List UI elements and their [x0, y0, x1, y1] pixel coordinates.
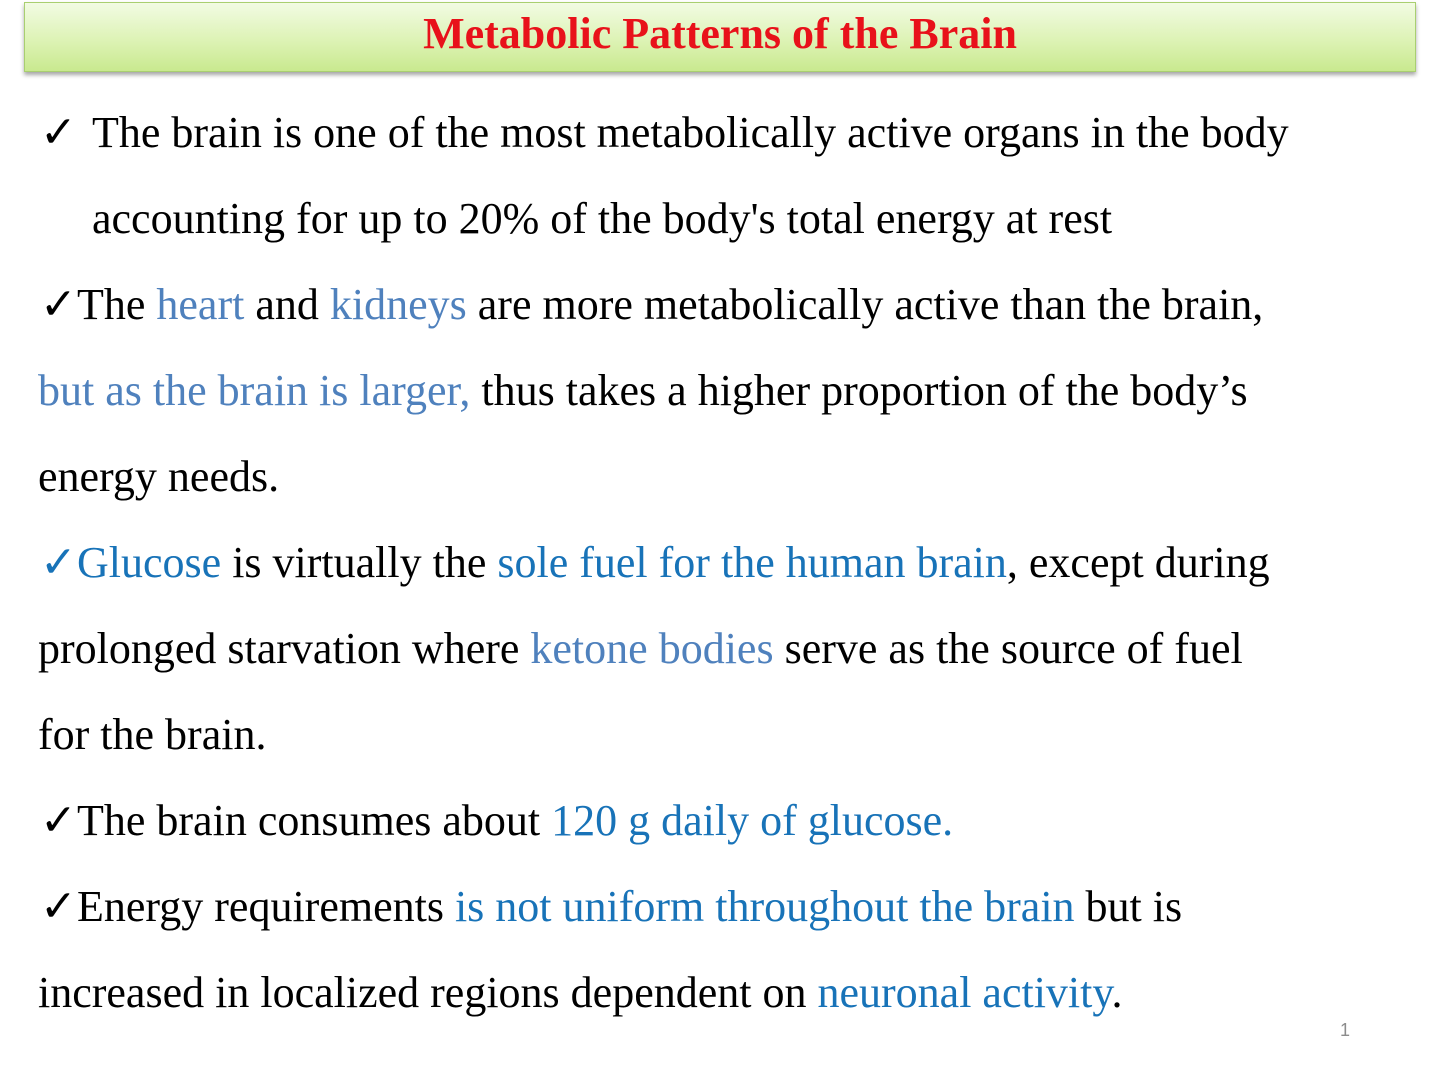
bullet-3-line-2: prolonged starvation where ketone bodies serve as the source of fuel: [38, 624, 1243, 673]
checkmark-icon: ✓: [40, 796, 77, 845]
bullet-1-line-1: ✓ The brain is one of the most metabolically active organs in the body: [40, 108, 1289, 157]
bullet-3-line-1: ✓Glucose is virtually the sole fuel for the human brain, except during: [40, 538, 1270, 587]
bullet-2-line-1: ✓The heart and kidneys are more metabolically active than the brain,: [40, 280, 1264, 329]
slide-title: Metabolic Patterns of the Brain: [423, 9, 1017, 58]
bullet-4-line-1: ✓The brain consumes about 120 g daily of glucose.: [40, 796, 954, 845]
checkmark-icon: ✓: [40, 882, 77, 931]
slide-title-bar: [24, 2, 1416, 72]
bullet-1-line-2: accounting for up to 20% of the body's total energy at rest: [92, 194, 1113, 243]
bullet-2-line-2: but as the brain is larger, thus takes a higher proportion of the body’s: [38, 366, 1248, 415]
checkmark-icon: ✓: [40, 538, 77, 587]
page-number: 1: [1340, 1020, 1351, 1040]
bullet-3-line-3: for the brain.: [38, 710, 267, 759]
bullet-2-line-3: energy needs.: [38, 452, 280, 501]
checkmark-icon: ✓: [40, 280, 77, 329]
bullet-5-line-2: increased in localized regions dependent on neuronal activity.: [38, 968, 1123, 1017]
bullet-5-line-1: ✓Energy requirements is not uniform throughout the brain but is: [40, 882, 1183, 931]
checkmark-icon: ✓: [40, 108, 77, 157]
